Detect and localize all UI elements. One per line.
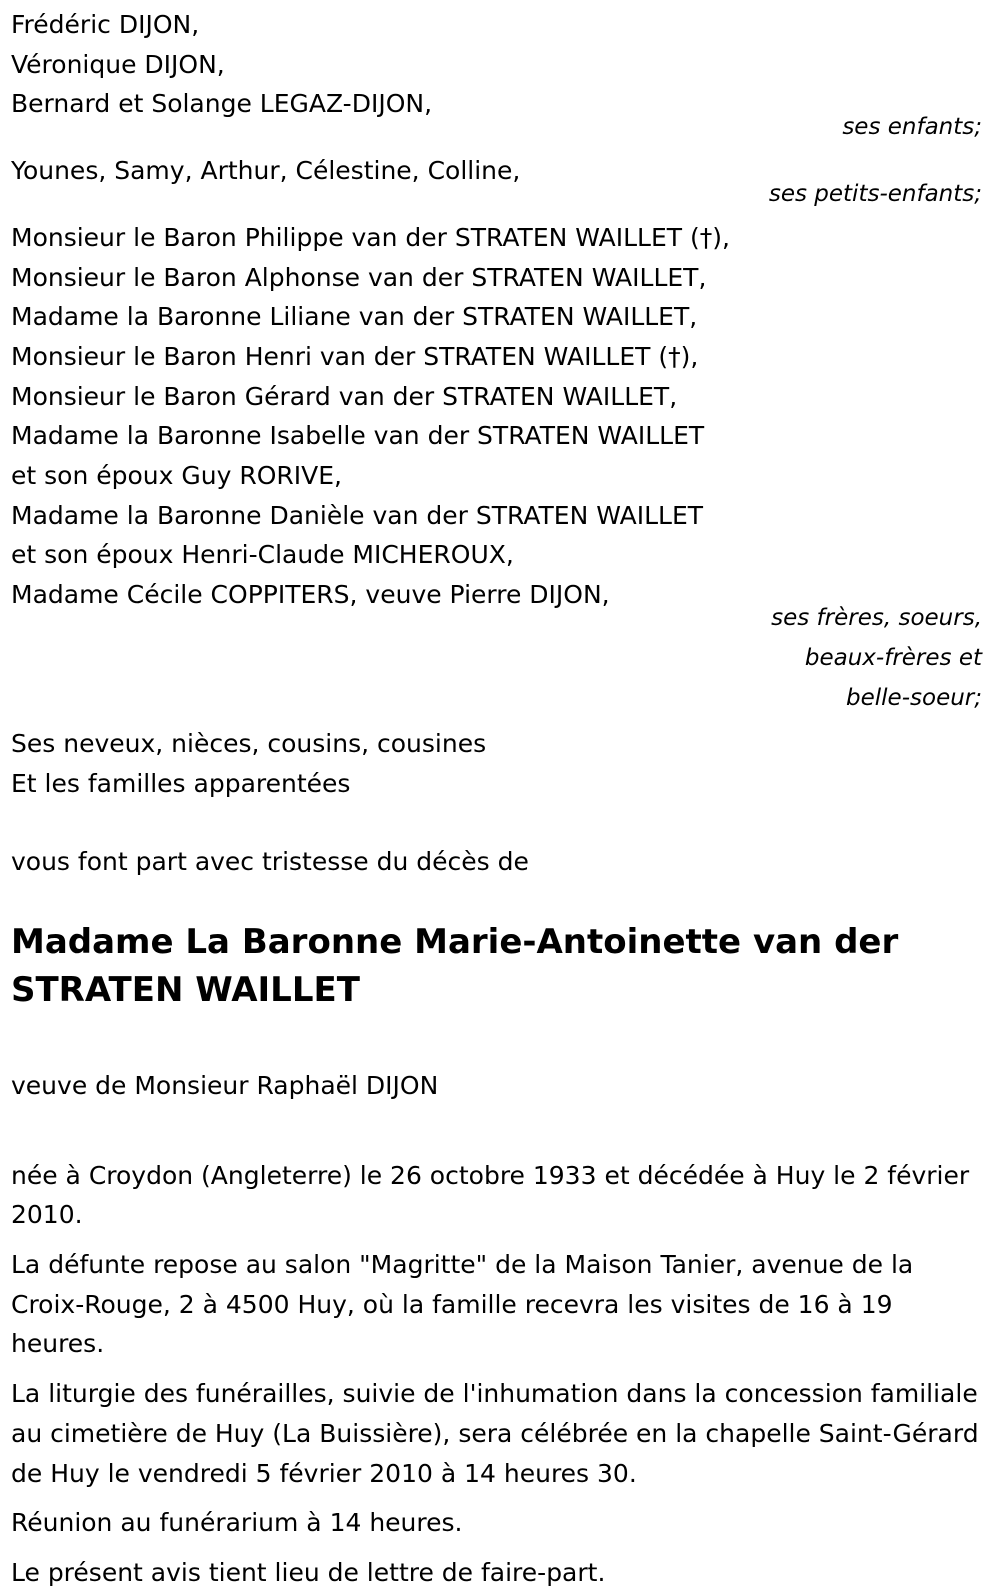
sibling-line: Monsieur le Baron Philippe van der STRATEN WAILLET (†), <box>11 222 730 252</box>
children-line: Frédéric DIJON, <box>11 10 200 39</box>
sibling-line: Madame la Baronne Isabelle van der STRATEN WAILLET <box>11 421 705 451</box>
sibling-line: et son époux Henri-Claude MICHEROUX, <box>11 540 514 570</box>
siblings-role <box>11 598 982 718</box>
siblings-role-line: beaux-frères et <box>804 644 982 671</box>
reunion-paragraph: Réunion au funérarium à 14 heures. <box>11 1508 463 1538</box>
announcement-text: vous font part avec tristesse du décès de <box>11 847 529 877</box>
notice-paragraph: Le présent avis tient lieu de lettre de faire-part. <box>11 1557 606 1587</box>
siblings-role-line: ses frères, soeurs, <box>771 604 982 631</box>
liturgy-paragraph: La liturgie des funérailles, suivie de l'inhumation dans la concession familiale au cimetière de Huy (La Buissière), sera célébrée en la chapelle Saint-Gérard de Huy le vendredi 5 février 2010 à 14 heures 30. <box>11 1379 979 1488</box>
repose-paragraph: La défunte repose au salon "Magritte" de la Maison Tanier, avenue de la Croix-Rouge, 2 à 4500 Huy, où la famille recevra les visites de 16 à 19 heures. <box>11 1250 914 1359</box>
sibling-line: Madame la Baronne Danièle van der STRATEN WAILLET <box>11 500 704 530</box>
children-role: ses enfants; <box>842 114 982 141</box>
extended-family-line: Et les familles apparentées <box>11 768 351 798</box>
sibling-line: Madame la Baronne Liliane van der STRATEN WAILLET, <box>11 302 698 332</box>
siblings-block <box>11 218 982 718</box>
grandchildren-role: ses petits-enfants; <box>768 180 982 207</box>
grandchildren-block <box>11 151 982 214</box>
sibling-line: Monsieur le Baron Alphonse van der STRATEN WAILLET, <box>11 262 707 292</box>
children-block <box>11 0 982 147</box>
grandchildren-line: Younes, Samy, Arthur, Célestine, Colline, <box>11 156 521 186</box>
extended-family-block <box>11 724 982 803</box>
children-line: Bernard et Solange LEGAZ-DIJON, <box>11 89 433 119</box>
siblings-role-line: belle-soeur; <box>846 684 982 711</box>
deceased-name: Madame La Baronne Marie-Antoinette van der STRATEN WAILLET <box>11 921 899 1010</box>
children-line: Véronique DIJON, <box>11 49 225 79</box>
sibling-line: Madame Cécile COPPITERS, veuve Pierre DIJON, <box>11 580 610 610</box>
sibling-line: Monsieur le Baron Henri van der STRATEN WAILLET (†), <box>11 341 699 371</box>
sibling-line: et son époux Guy RORIVE, <box>11 461 342 491</box>
widow-of-text: veuve de Monsieur Raphaël DIJON <box>11 1070 439 1100</box>
sibling-line: Monsieur le Baron Gérard van der STRATEN WAILLET, <box>11 381 678 411</box>
extended-family-line: Ses neveux, nièces, cousins, cousines <box>11 728 487 758</box>
birth-death-paragraph: née à Croydon (Angleterre) le 26 octobre 1933 et décédée à Huy le 2 février 2010. <box>11 1160 970 1230</box>
